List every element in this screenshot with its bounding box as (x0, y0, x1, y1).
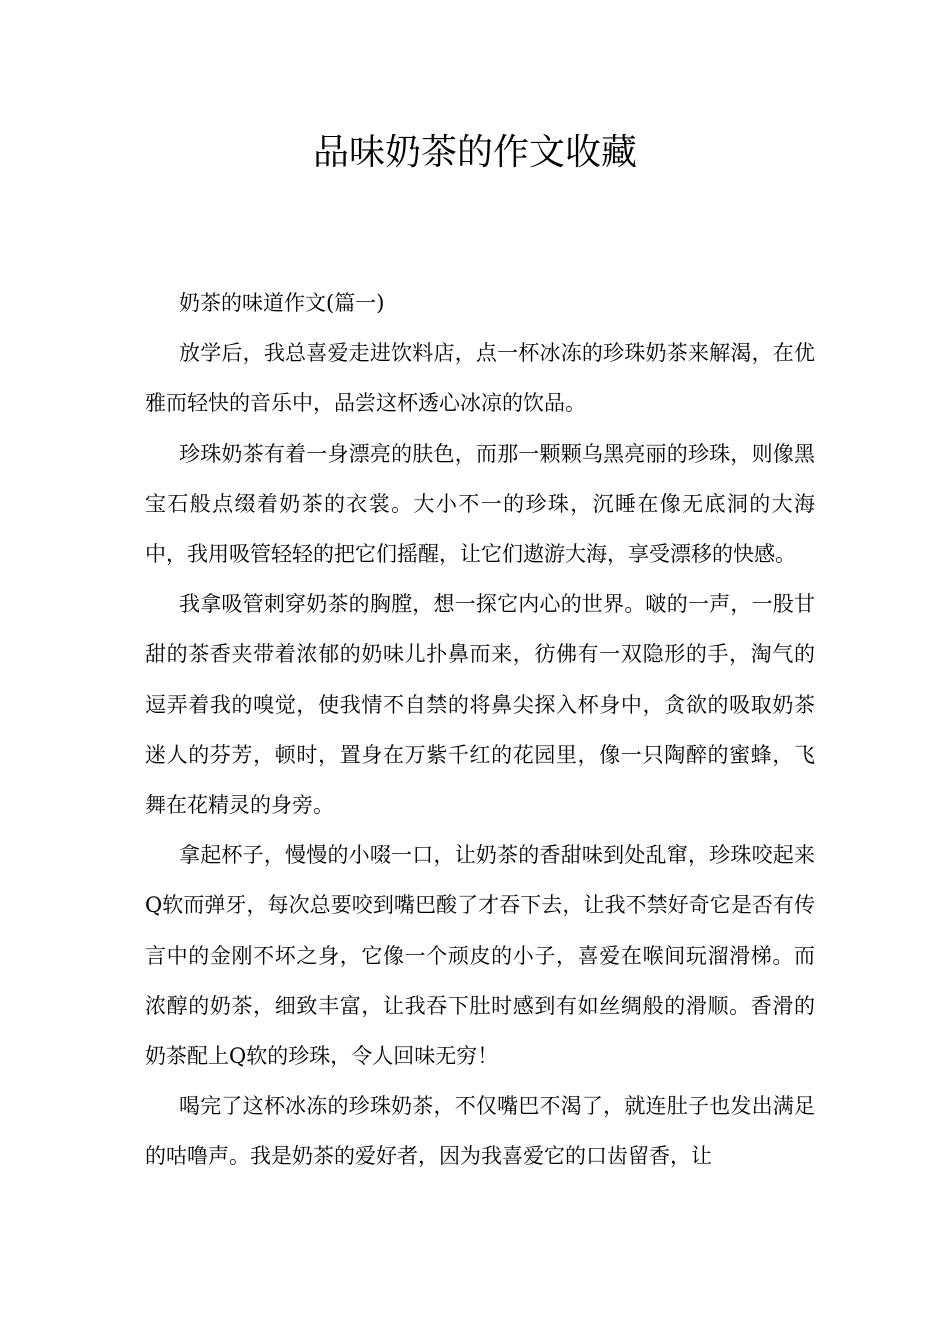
paragraph: 放学后，我总喜爱走进饮料店，点一杯冰冻的珍珠奶茶来解渴，在优雅而轻快的音乐中，品尝这杯透心冰凉的饮品。 (145, 341, 815, 416)
paragraph: 珍珠奶茶有着一身漂亮的肤色，而那一颗颗乌黑亮丽的珍珠，则像黑宝石般点缀着奶茶的衣裳。大小不一的珍珠，沉睡在像无底洞的大海中，我用吸管轻轻的把它们摇醒，让它们遨游大海，享受漂移的快感。 (145, 441, 815, 567)
paragraph: 拿起杯子，慢慢的小啜一口，让奶茶的香甜味到处乱窜，珍珠咬起来Q软而弹牙，每次总要咬到嘴巴酸了才吞下去，让我不禁好奇它是否有传言中的金刚不坏之身，它像一个顽皮的小子，喜爱在喉间玩溜滑梯。而浓醇的奶茶，细致丰富，让我吞下肚时感到有如丝绸般的滑顺。香滑的奶茶配上Q软的珍珠，令人回味无穷！ (145, 843, 815, 1069)
paragraph: 我拿吸管刺穿奶茶的胸膛，想一探它内心的世界。啵的一声，一股甘甜的茶香夹带着浓郁的奶味儿扑鼻而来，彷佛有一双隐形的手，淘气的逗弄着我的嗅觉，使我情不自禁的将鼻尖探入杯身中，贪欲的吸取奶茶迷人的芬芳，顿时，置身在万紫千红的花园里，像一只陶醉的蜜蜂，飞舞在花精灵的身旁。 (145, 592, 815, 818)
paragraph-heading: 奶茶的味道作文(篇一) (179, 291, 385, 315)
document-title: 品味奶茶的作文收藏 (312, 132, 637, 173)
paragraph: 喝完了这杯冰冻的珍珠奶茶，不仅嘴巴不渴了，就连肚子也发出满足的咕噜声。我是奶茶的爱好者，因为我喜爱它的口齿留香，让 (145, 1094, 815, 1169)
document-body (145, 278, 815, 1182)
